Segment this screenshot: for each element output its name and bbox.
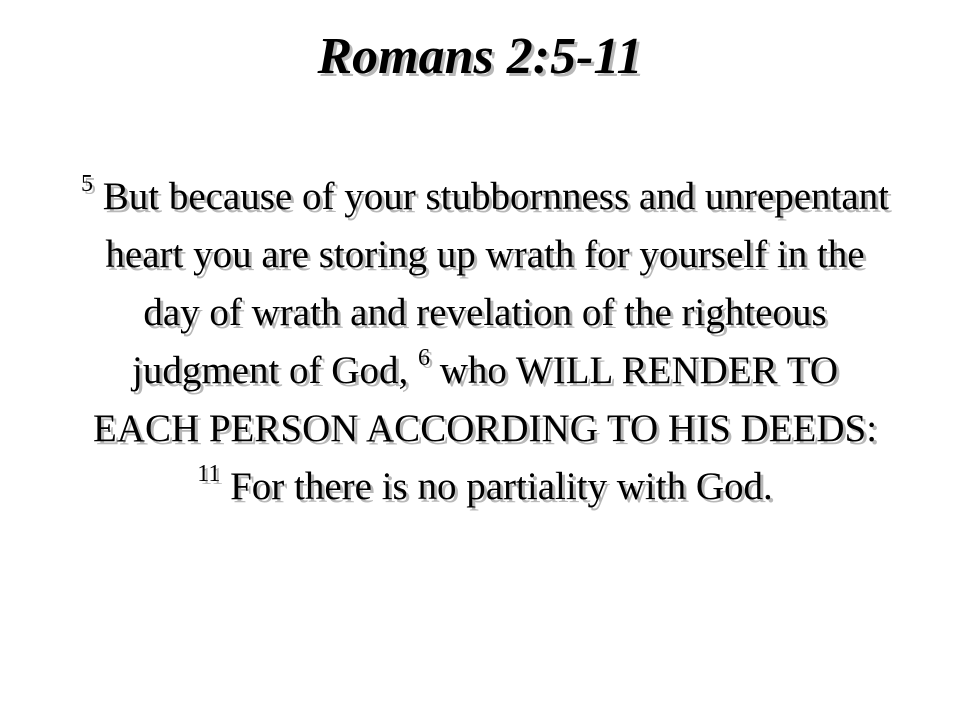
- verse-text: For there is no partiality with God.: [220, 465, 773, 508]
- verse-number: 5: [80, 171, 93, 197]
- verse-number: 6: [417, 345, 430, 371]
- scripture-passage: [80, 168, 890, 516]
- verse-text: who WILL RENDER TO EACH PERSON ACCORDING TO HIS DEEDS:: [92, 349, 878, 450]
- verse-number: 11: [197, 461, 221, 487]
- verse-text: But because of your stubbornness and unrepentant heart you are storing up wrath for yourself in the day of wrath and revelation of the righteous judgment of God,: [92, 175, 890, 392]
- slide-title: Romans 2:5-11: [317, 28, 643, 85]
